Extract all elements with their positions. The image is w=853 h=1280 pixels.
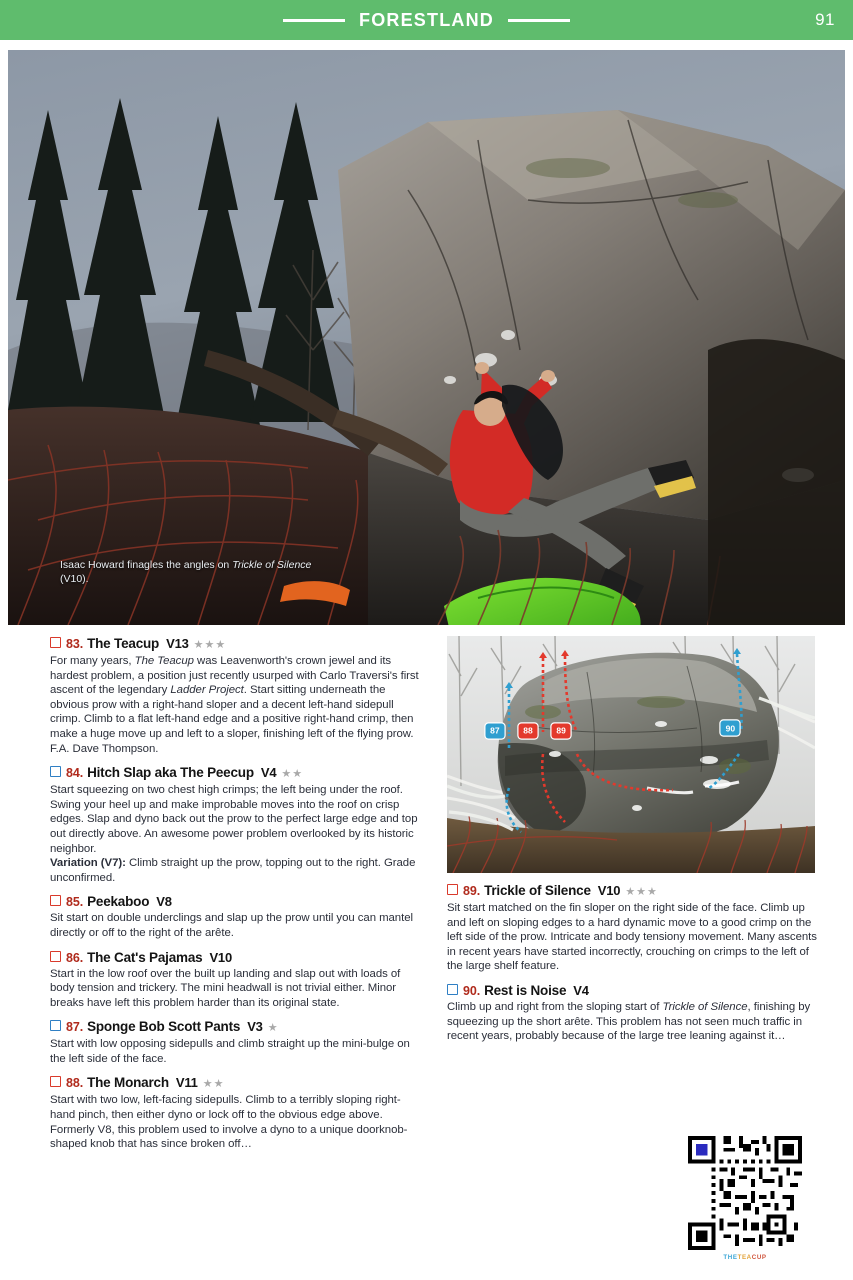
page-header — [0, 0, 853, 40]
hero-caption-route-name: Trickle of Silence — [232, 559, 312, 571]
qr-block — [686, 1136, 804, 1261]
route-grade: V4 — [573, 982, 589, 998]
route-entry — [447, 983, 819, 1044]
qr-caption-part2: TEA — [737, 1254, 752, 1261]
topo-photo — [447, 636, 815, 873]
route-description: Sit start on double underclings and slap up the prow until you can mantel directly or off to the right of the arête. — [50, 912, 413, 939]
route-header — [50, 636, 422, 653]
page-number: 91 — [815, 10, 835, 29]
route-list-right — [447, 883, 819, 1044]
page-title: FORESTLAND — [359, 9, 494, 30]
right-text-column — [447, 636, 819, 1053]
route-description: Start in the low roof over the built up landing and slap out with loads of body tension and trickery. The mini headwall is not trivial either. Minor breaks have left this problem harder than its original state. — [50, 967, 401, 1009]
route-name: Hitch Slap aka The Peecup — [87, 765, 254, 781]
route-name: The Monarch — [87, 1075, 169, 1091]
topo-marker-label: 87 — [490, 725, 500, 736]
header-rule-right — [508, 19, 570, 22]
route-star-rating: ★★★ — [625, 886, 658, 898]
route-header — [50, 1075, 422, 1092]
route-entry — [50, 950, 422, 1011]
route-checkbox[interactable] — [447, 884, 458, 895]
topo-route-marker[interactable] — [552, 723, 571, 738]
route-checkbox[interactable] — [50, 951, 61, 962]
route-description: Start with two low, left-facing sidepulls. Climb to a terribly sloping right-hand pinch, then either dyno or lock off to the obvious edge above. Formerly V8, this problem used to involve a dyno to a unique doorknob-shaped knob that has since broken off… — [50, 1094, 408, 1151]
header-center-group — [283, 10, 570, 31]
topo-marker-label: 88 — [523, 725, 533, 736]
route-grade: V10 — [209, 949, 232, 965]
route-header — [50, 765, 422, 782]
topo-route-marker[interactable] — [485, 723, 504, 738]
route-checkbox[interactable] — [50, 895, 61, 906]
hero-caption-prefix: Isaac Howard finagles the angles on — [60, 559, 233, 571]
route-checkbox[interactable] — [50, 766, 61, 777]
route-name: Sponge Bob Scott Pants — [87, 1019, 241, 1035]
route-entry — [50, 894, 422, 940]
route-number: 83. — [66, 637, 84, 651]
route-header — [447, 983, 819, 999]
route-name: Trickle of Silence — [484, 883, 591, 898]
route-number: 90. — [463, 983, 481, 998]
route-description: For many years, The Teacup was Leavenworth's crown jewel and its hardest problem, a position just recently usurped with Carlo Traversi's first ascent of the legendary Ladder Project. Start sitting underneath the obvious prow with a right-hand sloper and a decent left-hand sidepull crimp. Climb to a flat left-hand edge and a positive right-hand crimp, then make a huge move up and left to a sloper, finishing left of the flying prow. F.A. Dave Thompson. — [50, 655, 419, 755]
route-grade: V11 — [175, 1075, 198, 1091]
topo-marker-label: 90 — [725, 723, 736, 734]
route-header — [50, 894, 422, 910]
route-description: Climb up and right from the sloping start of Trickle of Silence, finishing by squeezing up the short arête. This problem has not seen much traffic in recent years, probably because of the large tree leaning against it… — [447, 1000, 811, 1043]
route-number: 85. — [66, 895, 84, 910]
left-text-column — [50, 636, 422, 1161]
route-checkbox[interactable] — [447, 984, 458, 995]
route-list-left — [50, 636, 422, 1152]
topo-route-marker[interactable] — [518, 723, 537, 738]
route-name: Peekaboo — [87, 894, 150, 910]
route-number: 89. — [463, 884, 481, 898]
route-entry — [50, 1075, 422, 1151]
route-checkbox[interactable] — [50, 1020, 61, 1031]
route-header — [447, 883, 819, 900]
hero-photo-illustration — [8, 50, 845, 625]
route-star-rating: ★★★ — [193, 639, 227, 651]
route-description: Start with low opposing sidepulls and climb straight up the mini-bulge on the left side of the face. — [50, 1038, 410, 1065]
route-entry — [447, 883, 819, 974]
route-star-rating: ★★ — [281, 768, 304, 781]
route-header — [50, 950, 422, 966]
hero-caption-suffix: (V10). — [60, 573, 89, 585]
topo-marker-label: 89 — [556, 725, 566, 736]
route-checkbox[interactable] — [50, 1076, 61, 1087]
header-rule-left — [283, 19, 345, 22]
route-star-rating: ★ — [267, 1022, 279, 1035]
route-grade: V4 — [260, 765, 277, 781]
route-star-rating: ★★ — [202, 1078, 225, 1091]
route-entry — [50, 1019, 422, 1066]
qr-caption-part3: CUP — [751, 1254, 767, 1261]
route-grade: V10 — [597, 883, 621, 898]
route-description: Sit start matched on the fin sloper on the right side of the face. Climb up and left on sloping edges to a hard dynamic move to a good crimp on the left side of the prow. Intricate and body tensiony movement. Many ascents in recent years have started incorrectly, crouching on crimps to the left of the large shelf feature. — [447, 902, 817, 973]
route-checkbox[interactable] — [50, 637, 61, 648]
route-header — [50, 1019, 422, 1036]
route-grade: V13 — [166, 636, 189, 651]
route-entry — [50, 765, 422, 885]
qr-caption — [686, 1254, 804, 1261]
route-name: The Teacup — [87, 636, 160, 651]
route-name: Rest is Noise — [484, 982, 567, 998]
route-number: 87. — [66, 1020, 84, 1035]
route-number: 88. — [66, 1076, 84, 1091]
qr-code-image[interactable] — [686, 1136, 804, 1250]
route-number: 84. — [66, 766, 84, 781]
qr-caption-part1: THE — [723, 1254, 738, 1261]
route-description: Start squeezing on two chest high crimps; the left being under the roof. Swing your heel up and make improbable moves into the roof on crisp edges. Slap and dyno back out the prow to the perfect large edge and top out directly above. An awesome power problem overlooked by its historic neighbor. Variation (V7): Climb straight up the prow, topping out to the right. Grade unconfirmed. — [50, 784, 418, 884]
route-name: The Cat's Pajamas — [87, 949, 203, 965]
route-grade: V3 — [247, 1019, 263, 1035]
topo-photo-wrapper — [447, 636, 819, 873]
topo-route-overlay — [447, 636, 815, 873]
route-entry — [50, 636, 422, 756]
topo-route-marker[interactable] — [721, 721, 740, 736]
route-number: 86. — [66, 950, 84, 965]
route-grade: V8 — [156, 894, 172, 910]
hero-photo — [8, 50, 845, 625]
